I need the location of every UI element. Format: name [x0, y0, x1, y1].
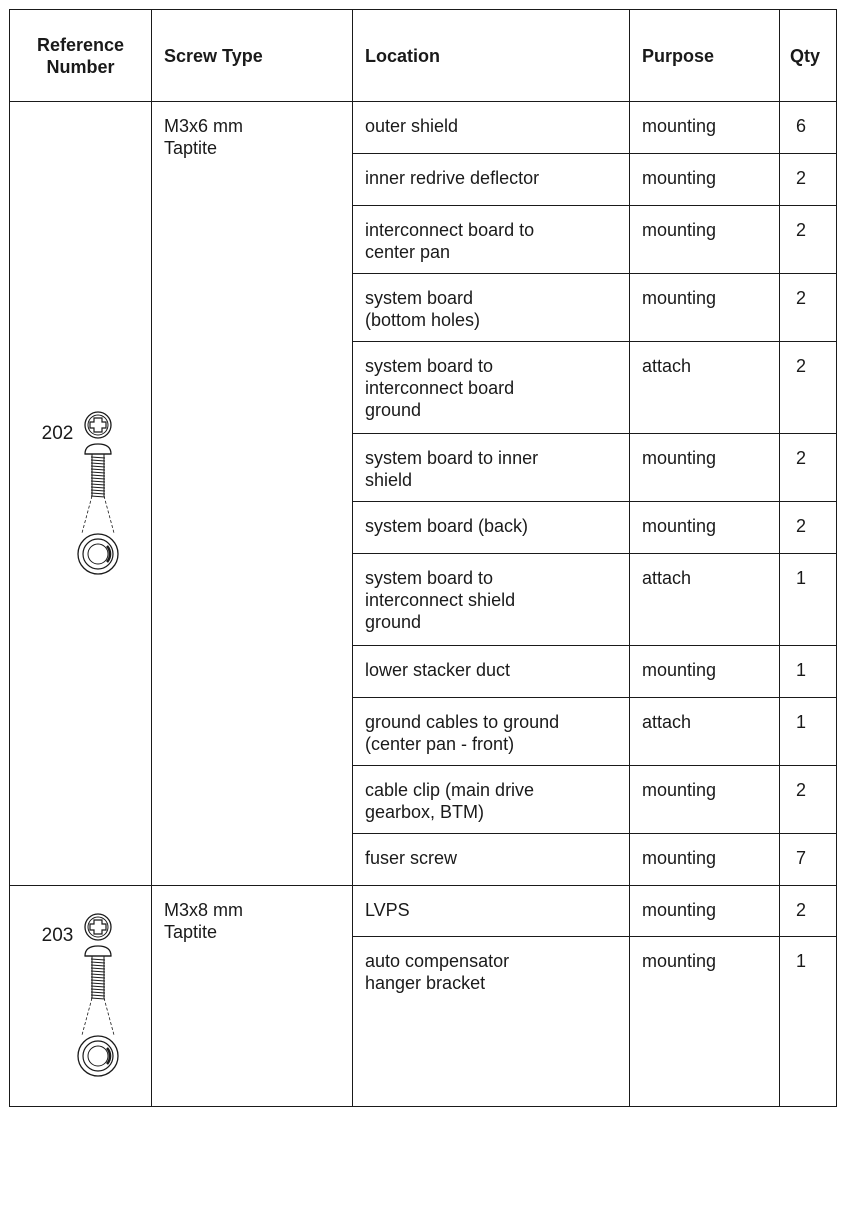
- qty-cell: 1: [780, 646, 837, 698]
- location-cell: system board to inner shield: [353, 434, 630, 502]
- screw-type-cell: M3x8 mm Taptite: [152, 886, 353, 1107]
- purpose-cell: mounting: [630, 154, 780, 206]
- qty-cell: 2: [780, 274, 837, 342]
- purpose-cell: mounting: [630, 834, 780, 886]
- reference-number: 203: [41, 925, 74, 946]
- location-cell: lower stacker duct: [353, 646, 630, 698]
- purpose-cell: mounting: [630, 502, 780, 554]
- location-cell: system board to interconnect board ground: [353, 342, 630, 434]
- purpose-cell: mounting: [630, 937, 780, 1107]
- location-cell: interconnect board to center pan: [353, 206, 630, 274]
- screw-icon: [77, 408, 119, 580]
- qty-cell: 6: [780, 102, 837, 154]
- table-row: [10, 886, 837, 937]
- header-purpose: Purpose: [630, 10, 780, 102]
- location-cell: system board (bottom holes): [353, 274, 630, 342]
- purpose-cell: mounting: [630, 206, 780, 274]
- screw-reference-table: [9, 9, 837, 1107]
- reference-number-cell: [10, 886, 152, 1107]
- purpose-cell: mounting: [630, 434, 780, 502]
- qty-cell: 1: [780, 554, 837, 646]
- qty-cell: 2: [780, 206, 837, 274]
- header-location: Location: [353, 10, 630, 102]
- qty-cell: 2: [780, 434, 837, 502]
- purpose-cell: attach: [630, 698, 780, 766]
- table-header-row: [10, 10, 837, 102]
- header-qty: Qty: [780, 10, 837, 102]
- qty-cell: 1: [780, 937, 837, 1107]
- purpose-cell: attach: [630, 342, 780, 434]
- qty-cell: 2: [780, 342, 837, 434]
- header-reference-number: Reference Number: [10, 10, 152, 102]
- location-cell: fuser screw: [353, 834, 630, 886]
- location-cell: outer shield: [353, 102, 630, 154]
- qty-cell: 2: [780, 766, 837, 834]
- location-cell: auto compensator hanger bracket: [353, 937, 630, 1107]
- location-cell: cable clip (main drive gearbox, BTM): [353, 766, 630, 834]
- purpose-cell: mounting: [630, 274, 780, 342]
- purpose-cell: mounting: [630, 102, 780, 154]
- purpose-cell: mounting: [630, 766, 780, 834]
- location-cell: system board (back): [353, 502, 630, 554]
- qty-cell: 7: [780, 834, 837, 886]
- reference-number-cell: [10, 102, 152, 886]
- location-cell: inner redrive deflector: [353, 154, 630, 206]
- screw-type-cell: M3x6 mm Taptite: [152, 102, 353, 886]
- qty-cell: 1: [780, 698, 837, 766]
- purpose-cell: mounting: [630, 646, 780, 698]
- table-row: [10, 102, 837, 154]
- qty-cell: 2: [780, 154, 837, 206]
- reference-number: 202: [41, 422, 74, 444]
- location-cell: system board to interconnect shield ground: [353, 554, 630, 646]
- qty-cell: 2: [780, 886, 837, 937]
- purpose-cell: attach: [630, 554, 780, 646]
- screw-icon: [77, 910, 119, 1082]
- purpose-cell: mounting: [630, 886, 780, 937]
- header-screw-type: Screw Type: [152, 10, 353, 102]
- qty-cell: 2: [780, 502, 837, 554]
- location-cell: ground cables to ground (center pan - front): [353, 698, 630, 766]
- location-cell: LVPS: [353, 886, 630, 937]
